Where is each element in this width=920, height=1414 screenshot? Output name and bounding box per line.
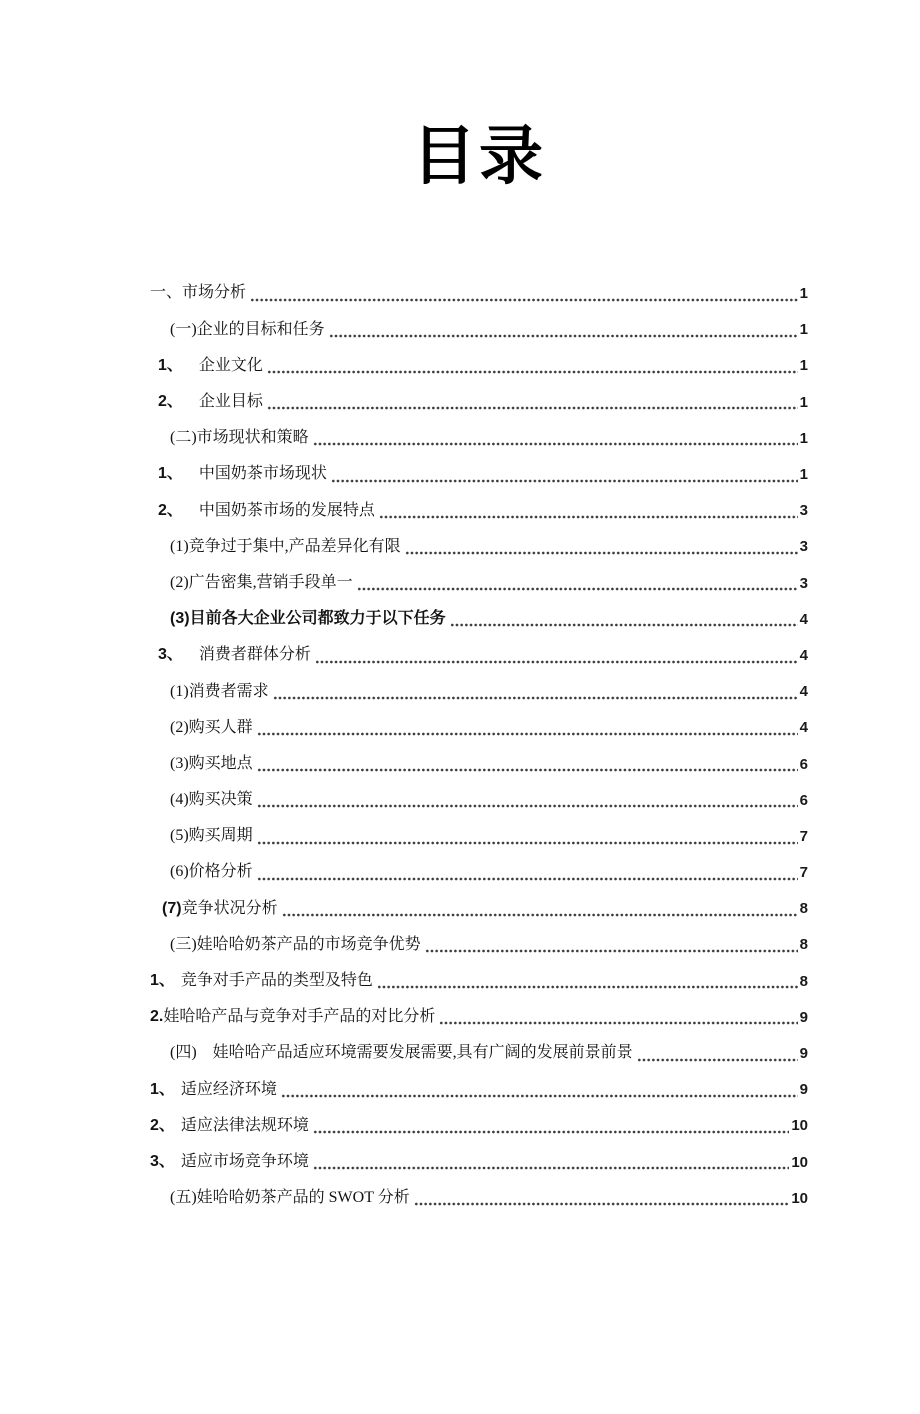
toc-entry-number: 2、	[158, 393, 183, 411]
document-page	[0, 112, 920, 1216]
toc-entry-page: 1	[799, 321, 808, 339]
dot-leader	[439, 1008, 797, 1026]
dot-leader	[313, 429, 798, 447]
toc-entry-title: (一)企业的目标和任务	[170, 320, 325, 338]
toc-entry[interactable]	[150, 348, 808, 384]
toc-entry-page: 10	[791, 1153, 808, 1171]
toc-entry-number: 3、	[150, 1152, 175, 1170]
dot-leader	[377, 972, 798, 990]
toc-entry-page: 1	[799, 357, 808, 375]
toc-entry-page: 4	[799, 719, 808, 737]
toc-entry[interactable]	[150, 1072, 808, 1108]
toc-entry[interactable]	[150, 493, 808, 529]
dot-leader	[267, 393, 798, 411]
toc-entry-page: 9	[799, 1081, 808, 1099]
toc-entry[interactable]	[150, 818, 808, 854]
toc-entry-title: 企业目标	[198, 393, 263, 411]
toc-entry-title: (5)购买周期	[170, 827, 253, 845]
toc-entry[interactable]	[150, 601, 808, 637]
toc-entry[interactable]	[150, 963, 808, 999]
toc-entry-title: 目前各大企业公司都致力于以下任务	[189, 610, 446, 628]
toc-entry[interactable]	[150, 891, 808, 927]
toc-entry[interactable]	[150, 565, 808, 601]
toc-entry[interactable]	[150, 529, 808, 565]
toc-entry-title: (1)竞争过于集中,产品差异化有限	[170, 537, 401, 555]
dot-leader	[414, 1189, 790, 1207]
toc-entry-page: 6	[799, 791, 808, 809]
toc-entry[interactable]	[150, 999, 808, 1035]
dot-leader	[313, 1153, 789, 1171]
toc-entry-title: (1)消费者需求	[170, 682, 269, 700]
toc-entry-number: 2.	[150, 1008, 164, 1026]
toc-entry-title: (二)市场现状和策略	[170, 429, 309, 447]
toc-entry-title: 一、市场分析	[150, 284, 247, 302]
toc-entry-title: 竞争状况分析	[181, 899, 278, 917]
toc-entry[interactable]	[150, 276, 808, 312]
dot-leader	[273, 683, 798, 701]
toc-entry-title: (2)购买人群	[170, 718, 253, 736]
dot-leader	[450, 610, 798, 628]
toc-entry-page: 7	[799, 827, 808, 845]
toc-entry-page: 1	[799, 285, 808, 303]
dot-leader	[267, 357, 798, 375]
toc-entry-page: 3	[799, 574, 808, 592]
toc-entry-title: (6)价格分析	[170, 863, 253, 881]
toc-entry[interactable]	[150, 1036, 808, 1072]
toc-entry-number: 3、	[158, 646, 183, 664]
toc-entry-title: 中国奶茶市场现状	[198, 465, 327, 483]
toc-list	[150, 276, 808, 1217]
toc-entry-number: 2、	[158, 501, 183, 519]
toc-entry-page: 1	[799, 429, 808, 447]
toc-entry-page: 10	[791, 1117, 808, 1135]
toc-entry-page: 1	[799, 466, 808, 483]
toc-entry-page: 4	[799, 646, 808, 664]
toc-entry-title: 适应法律法规环境	[180, 1116, 309, 1134]
toc-entry[interactable]	[150, 927, 808, 963]
dot-leader	[257, 791, 798, 809]
toc-entry-title: 竞争对手产品的类型及特色	[180, 972, 373, 990]
toc-entry-title: 适应市场竞争环境	[180, 1152, 309, 1170]
dot-leader	[257, 864, 798, 882]
toc-entry[interactable]	[150, 1144, 808, 1180]
toc-entry-number: 1、	[158, 356, 183, 374]
dot-leader	[257, 828, 798, 846]
toc-entry-page: 8	[799, 972, 808, 990]
toc-entry[interactable]	[150, 746, 808, 782]
dot-leader	[637, 1045, 798, 1063]
toc-entry-page: 4	[799, 610, 808, 628]
toc-entry[interactable]	[150, 420, 808, 456]
toc-entry-title: (4)购买决策	[170, 791, 253, 809]
toc-entry-title: (三)娃哈哈奶茶产品的市场竞争优势	[170, 935, 421, 953]
toc-entry[interactable]	[150, 674, 808, 710]
toc-entry-page: 3	[799, 502, 808, 520]
dot-leader	[281, 1081, 798, 1099]
toc-entry-page: 10	[791, 1189, 808, 1207]
toc-entry[interactable]	[150, 637, 808, 673]
toc-entry-number: 1、	[150, 1080, 175, 1098]
dot-leader	[331, 466, 798, 484]
toc-entry-page: 4	[799, 683, 808, 701]
toc-entry[interactable]	[150, 384, 808, 420]
toc-entry-title: (2)广告密集,营销手段单一	[170, 573, 353, 591]
toc-entry[interactable]	[150, 1108, 808, 1144]
toc-entry-page: 9	[799, 1045, 808, 1062]
page-title: 目录	[412, 121, 546, 192]
dot-leader	[282, 900, 798, 918]
toc-entry-title: (五)娃哈哈奶茶产品的 SWOT 分析	[170, 1189, 410, 1207]
toc-entry[interactable]	[150, 855, 808, 891]
toc-entry-page: 8	[799, 936, 808, 954]
toc-entry[interactable]	[150, 312, 808, 348]
toc-entry-number: (3)	[170, 610, 190, 628]
toc-entry-page: 3	[799, 538, 808, 556]
toc-entry-number: 2、	[150, 1116, 175, 1134]
dot-leader	[405, 538, 798, 556]
toc-entry-page: 7	[799, 864, 808, 882]
toc-entry[interactable]	[150, 710, 808, 746]
toc-entry-number: 1、	[158, 465, 183, 483]
toc-entry-page: 8	[799, 900, 808, 918]
dot-leader	[357, 574, 798, 592]
dot-leader	[329, 321, 798, 339]
toc-entry-title: (3)购买地点	[170, 754, 253, 772]
toc-entry-title: 适应经济环境	[180, 1080, 277, 1098]
dot-leader	[313, 1117, 789, 1135]
toc-entry[interactable]	[150, 457, 808, 493]
toc-entry-title: 娃哈哈产品与竞争对手产品的对比分析	[163, 1008, 436, 1026]
toc-entry-title: (四) 娃哈哈产品适应环境需要发展需要,具有广阔的发展前景前景	[170, 1044, 633, 1062]
dot-leader	[379, 502, 798, 520]
dot-leader	[257, 755, 798, 773]
toc-entry-number: (7)	[162, 899, 182, 917]
dot-leader	[315, 647, 798, 665]
dot-leader	[425, 936, 798, 954]
toc-entry-number: 1、	[150, 972, 175, 990]
toc-entry[interactable]	[150, 782, 808, 818]
toc-entry[interactable]	[150, 1180, 808, 1216]
toc-entry-title: 消费者群体分析	[198, 646, 311, 664]
toc-entry-page: 1	[799, 393, 808, 411]
toc-entry-page: 6	[799, 755, 808, 773]
dot-leader	[250, 285, 798, 303]
toc-entry-title: 中国奶茶市场的发展特点	[198, 501, 375, 519]
toc-entry-page: 9	[799, 1008, 808, 1026]
dot-leader	[257, 719, 798, 737]
toc-entry-title: 企业文化	[198, 356, 263, 374]
